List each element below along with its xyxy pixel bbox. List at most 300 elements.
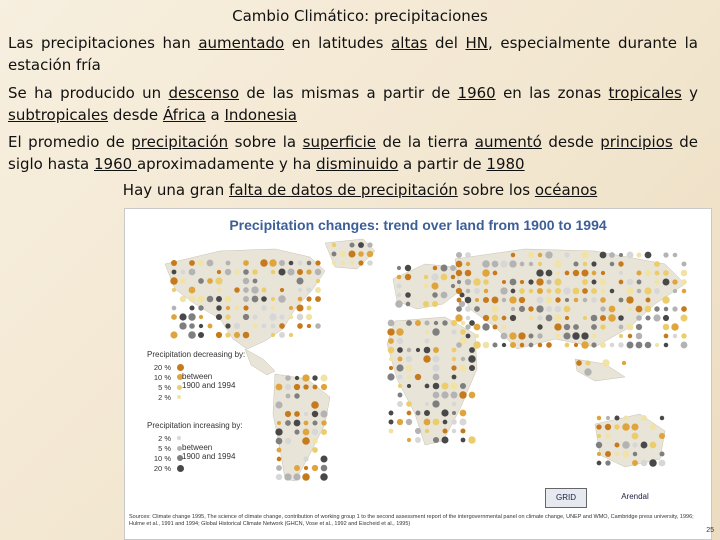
precipitation-dot bbox=[367, 242, 372, 247]
precipitation-dot bbox=[320, 455, 327, 462]
precipitation-dot bbox=[171, 260, 177, 266]
precipitation-dot bbox=[312, 375, 317, 380]
precipitation-dot bbox=[294, 411, 300, 417]
precipitation-dot bbox=[398, 393, 403, 398]
precipitation-dot bbox=[397, 275, 402, 280]
precipitation-dot bbox=[293, 473, 300, 480]
precipitation-dot bbox=[492, 315, 498, 321]
precipitation-dot bbox=[358, 242, 364, 248]
precipitation-dot bbox=[636, 306, 643, 313]
precipitation-dot bbox=[441, 391, 448, 398]
precipitation-dot bbox=[441, 265, 448, 272]
precipitation-dot bbox=[452, 348, 457, 353]
precipitation-dot bbox=[606, 416, 610, 420]
precipitation-dot bbox=[572, 332, 579, 339]
precipitation-dot bbox=[655, 343, 659, 347]
precipitation-dot bbox=[609, 306, 616, 313]
precipitation-dot bbox=[198, 305, 203, 310]
precipitation-dot bbox=[312, 420, 317, 425]
precipitation-dot bbox=[188, 313, 195, 320]
precipitation-dot bbox=[473, 278, 480, 285]
precipitation-dot bbox=[199, 315, 203, 319]
precipitation-dot bbox=[681, 306, 687, 312]
precipitation-dot bbox=[312, 411, 318, 417]
precipitation-dot bbox=[388, 320, 395, 327]
precipitation-dot bbox=[441, 382, 448, 389]
text: Las precipitaciones han bbox=[8, 34, 199, 52]
precipitation-dot bbox=[465, 306, 471, 312]
underlined-term: 1960 bbox=[93, 155, 137, 173]
precipitation-dot bbox=[585, 360, 590, 365]
precipitation-dot bbox=[581, 269, 588, 276]
precipitation-dot bbox=[433, 383, 440, 390]
text: y bbox=[681, 84, 699, 102]
precipitation-dot bbox=[451, 365, 456, 370]
precipitation-dot bbox=[188, 331, 196, 339]
precipitation-dot bbox=[641, 442, 648, 449]
precipitation-dot bbox=[311, 401, 319, 409]
precipitation-dot bbox=[483, 297, 489, 303]
precipitation-dot bbox=[286, 394, 291, 399]
precipitation-dot bbox=[217, 270, 221, 274]
precipitation-dot bbox=[469, 320, 475, 326]
precipitation-dot bbox=[663, 324, 670, 331]
precipitation-dot bbox=[482, 323, 489, 330]
precipitation-dot bbox=[466, 289, 471, 294]
precipitation-dot bbox=[565, 271, 570, 276]
precipitation-dot bbox=[302, 437, 310, 445]
precipitation-dot bbox=[433, 356, 440, 363]
precipitation-dot bbox=[234, 332, 240, 338]
precipitation-dot bbox=[180, 278, 186, 284]
precipitation-dot bbox=[465, 297, 472, 304]
legend-row bbox=[147, 362, 245, 372]
precipitation-dot bbox=[304, 421, 309, 426]
precipitation-dot bbox=[442, 437, 449, 444]
underlined-term: África bbox=[162, 106, 206, 124]
precipitation-dot bbox=[574, 298, 579, 303]
legend-dot bbox=[177, 436, 181, 440]
legend-label: 10 % bbox=[153, 453, 171, 463]
underlined-term: principios bbox=[600, 133, 673, 151]
precipitation-dot bbox=[583, 262, 587, 266]
precipitation-dot bbox=[261, 296, 267, 302]
precipitation-dot bbox=[466, 316, 471, 321]
precipitation-dot bbox=[536, 269, 543, 276]
precipitation-dot bbox=[614, 424, 619, 429]
precipitation-dot bbox=[297, 269, 303, 275]
precipitation-dot bbox=[217, 288, 221, 292]
precipitation-dot bbox=[510, 315, 516, 321]
precipitation-dot bbox=[456, 342, 462, 348]
precipitation-dot bbox=[306, 296, 311, 301]
precipitation-dot bbox=[456, 270, 462, 276]
precipitation-dot bbox=[433, 374, 440, 381]
precipitation-dot bbox=[529, 262, 533, 266]
precipitation-dot bbox=[519, 297, 525, 303]
text: de siglo hasta bbox=[8, 133, 698, 173]
precipitation-dot bbox=[432, 364, 439, 371]
precipitation-dot bbox=[296, 304, 303, 311]
precipitation-dot bbox=[554, 278, 561, 285]
precipitation-dot bbox=[198, 260, 204, 266]
precipitation-dot bbox=[294, 384, 300, 390]
precipitation-dot bbox=[172, 270, 177, 275]
legend-period-line: between bbox=[182, 443, 213, 452]
precipitation-dot bbox=[546, 342, 552, 348]
precipitation-dot bbox=[198, 332, 204, 338]
precipitation-dot bbox=[396, 364, 403, 371]
precipitation-dot bbox=[262, 324, 267, 329]
precipitation-dot bbox=[644, 287, 651, 294]
text: a bbox=[205, 106, 225, 124]
precipitation-dot bbox=[680, 314, 687, 321]
precipitation-dot bbox=[315, 296, 321, 302]
precipitation-dot bbox=[275, 428, 282, 435]
precipitation-dot bbox=[641, 415, 647, 421]
africa bbox=[387, 317, 477, 445]
precipitation-dot bbox=[538, 262, 542, 266]
paragraph-tropical-decrease bbox=[8, 82, 698, 126]
precipitation-dot bbox=[278, 295, 286, 303]
precipitation-dot bbox=[554, 314, 561, 321]
precipitation-dot bbox=[451, 392, 458, 399]
underlined-term: 1960 bbox=[457, 84, 496, 102]
precipitation-dot bbox=[600, 315, 606, 321]
precipitation-dot bbox=[321, 384, 327, 390]
precipitation-dot bbox=[610, 343, 614, 347]
precipitation-dot bbox=[367, 251, 373, 257]
precipitation-dot bbox=[294, 393, 299, 398]
precipitation-dot bbox=[460, 428, 465, 433]
precipitation-dot bbox=[468, 355, 475, 362]
precipitation-dot bbox=[650, 442, 657, 449]
precipitation-dot bbox=[565, 343, 570, 348]
precipitation-dot bbox=[520, 262, 525, 267]
precipitation-dot bbox=[493, 325, 498, 330]
precipitation-dot bbox=[243, 287, 249, 293]
legend-period-line: 1900 and 1994 bbox=[182, 452, 236, 461]
precipitation-dot bbox=[452, 357, 456, 361]
precipitation-dot bbox=[285, 384, 291, 390]
precipitation-dot bbox=[389, 429, 394, 434]
precipitation-dot bbox=[591, 297, 597, 303]
precipitation-dot bbox=[407, 438, 411, 442]
precipitation-dot bbox=[456, 306, 462, 312]
text: en latitudes bbox=[284, 34, 392, 52]
precipitation-dot bbox=[565, 316, 569, 320]
precipitation-dot bbox=[608, 314, 616, 322]
legend-increasing bbox=[147, 421, 243, 473]
precipitation-dot bbox=[225, 269, 231, 275]
precipitation-dot bbox=[528, 333, 533, 338]
precipitation-dot bbox=[216, 305, 222, 311]
precipitation-dot bbox=[628, 307, 632, 311]
precipitation-dot bbox=[341, 261, 345, 265]
precipitation-dot bbox=[502, 316, 507, 321]
precipitation-dot bbox=[398, 384, 402, 388]
precipitation-dot bbox=[623, 451, 630, 458]
precipitation-dot bbox=[469, 347, 475, 353]
precipitation-dot bbox=[663, 279, 670, 286]
precipitation-dot bbox=[303, 456, 308, 461]
precipitation-dot bbox=[332, 243, 336, 247]
text: , especialmente durante la estación fría bbox=[8, 34, 698, 74]
precipitation-dot bbox=[397, 338, 403, 344]
precipitation-dot bbox=[243, 332, 250, 339]
precipitation-dot bbox=[460, 383, 466, 389]
precipitation-dot bbox=[546, 270, 553, 277]
precipitation-dot bbox=[252, 296, 259, 303]
underlined-term: Indonesia bbox=[224, 106, 297, 124]
legend-label: 20 % bbox=[153, 362, 171, 372]
precipitation-dot bbox=[592, 280, 597, 285]
precipitation-dot bbox=[619, 280, 624, 285]
precipitation-dot bbox=[600, 342, 606, 348]
precipitation-dot bbox=[358, 251, 364, 257]
precipitation-dot bbox=[315, 269, 321, 275]
precipitation-dot bbox=[610, 289, 615, 294]
precipitation-dot bbox=[591, 324, 597, 330]
precipitation-dot bbox=[452, 402, 457, 407]
precipitation-dot bbox=[654, 279, 660, 285]
underlined-term: superficie bbox=[302, 133, 376, 151]
precipitation-dot bbox=[208, 324, 213, 329]
precipitation-dot bbox=[628, 334, 632, 338]
precipitation-dot bbox=[460, 329, 466, 335]
underlined-term: falta de datos de precipitación bbox=[229, 181, 458, 199]
precipitation-dot bbox=[637, 271, 642, 276]
precipitation-dot bbox=[271, 297, 275, 301]
precipitation-dot bbox=[563, 332, 570, 339]
precipitation-dot bbox=[289, 315, 293, 319]
precipitation-dot bbox=[321, 420, 326, 425]
precipitation-dot bbox=[529, 316, 534, 321]
precipitation-dot bbox=[536, 296, 543, 303]
precipitation-dot bbox=[197, 295, 204, 302]
precipitation-dot bbox=[425, 429, 429, 433]
precipitation-dot bbox=[234, 269, 239, 274]
precipitation-dot bbox=[654, 288, 660, 294]
precipitation-dot bbox=[235, 306, 240, 311]
precipitation-dot bbox=[636, 324, 642, 330]
precipitation-dot bbox=[555, 297, 560, 302]
precipitation-dot bbox=[172, 288, 176, 292]
precipitation-dot bbox=[592, 334, 597, 339]
precipitation-dot bbox=[509, 296, 516, 303]
precipitation-dot bbox=[226, 306, 230, 310]
precipitation-dot bbox=[349, 242, 354, 247]
precipitation-dot bbox=[279, 314, 284, 319]
map-title: Precipitation changes: trend over land from 1900 to 1994 bbox=[229, 217, 607, 233]
precipitation-dot bbox=[633, 452, 638, 457]
precipitation-dot bbox=[432, 400, 439, 407]
precipitation-dot bbox=[275, 401, 282, 408]
precipitation-dot bbox=[276, 384, 283, 391]
precipitation-dot bbox=[465, 252, 471, 258]
precipitation-dot bbox=[554, 323, 561, 330]
precipitation-dot bbox=[450, 382, 458, 390]
precipitation-dot bbox=[681, 342, 688, 349]
precipitation-dot bbox=[627, 342, 634, 349]
precipitation-dot bbox=[320, 410, 327, 417]
precipitation-dot bbox=[492, 297, 499, 304]
precipitation-dot bbox=[592, 271, 597, 276]
precipitation-dot bbox=[170, 277, 177, 284]
precipitation-dot bbox=[573, 324, 579, 330]
precipitation-dot bbox=[466, 334, 471, 339]
precipitation-dot bbox=[596, 424, 601, 429]
arendal-logo: Arendal bbox=[605, 488, 665, 506]
precipitation-dot bbox=[253, 279, 258, 284]
precipitation-dot bbox=[450, 265, 456, 271]
precipitation-dot bbox=[441, 274, 448, 281]
precipitation-dot bbox=[312, 438, 318, 444]
precipitation-dot bbox=[492, 342, 497, 347]
precipitation-dot bbox=[425, 330, 429, 334]
precipitation-dot bbox=[313, 385, 318, 390]
precipitation-dot bbox=[433, 392, 440, 399]
precipitation-dot bbox=[297, 323, 303, 329]
precipitation-dot bbox=[468, 436, 475, 443]
precipitation-dot bbox=[636, 342, 643, 349]
precipitation-dot bbox=[673, 289, 677, 293]
precipitation-dot bbox=[294, 429, 299, 434]
precipitation-dot bbox=[632, 460, 638, 466]
precipitation-dot bbox=[285, 438, 291, 444]
precipitation-dot bbox=[556, 334, 561, 339]
precipitation-dot bbox=[538, 343, 543, 348]
precipitation-dot bbox=[681, 270, 688, 277]
precipitation-dot bbox=[673, 253, 678, 258]
precipitation-dot bbox=[528, 306, 533, 311]
precipitation-dot bbox=[614, 442, 619, 447]
underlined-term: descenso bbox=[168, 84, 240, 102]
precipitation-dot bbox=[243, 296, 249, 302]
text: desde bbox=[541, 133, 601, 151]
paragraph-ocean-data bbox=[0, 181, 720, 199]
precipitation-dot bbox=[662, 296, 670, 304]
underlined-term: tropicales bbox=[608, 84, 682, 102]
precipitation-dot bbox=[473, 341, 481, 349]
precipitation-dot bbox=[431, 282, 438, 289]
precipitation-dot bbox=[406, 419, 412, 425]
precipitation-dot bbox=[406, 302, 411, 307]
precipitation-dot bbox=[276, 438, 283, 445]
precipitation-dot bbox=[199, 324, 203, 328]
precipitation-dot bbox=[609, 252, 615, 258]
precipitation-dot bbox=[546, 297, 553, 304]
precipitation-dot bbox=[432, 301, 438, 307]
precipitation-dot bbox=[466, 262, 470, 266]
precipitation-dot bbox=[406, 356, 412, 362]
precipitation-dot bbox=[456, 261, 463, 268]
precipitation-dot bbox=[442, 320, 447, 325]
precipitation-dot bbox=[632, 442, 637, 447]
precipitation-dot bbox=[627, 279, 633, 285]
precipitation-dot bbox=[622, 441, 630, 449]
precipitation-dot bbox=[297, 278, 304, 285]
precipitation-dot bbox=[663, 315, 669, 321]
precipitation-dot bbox=[546, 279, 551, 284]
precipitation-dot bbox=[618, 261, 623, 266]
underlined-term: altas bbox=[391, 34, 428, 52]
precipitation-dot bbox=[581, 332, 588, 339]
precipitation-dot bbox=[623, 415, 628, 420]
precipitation-dot bbox=[520, 280, 524, 284]
legend-label: 20 % bbox=[153, 463, 171, 473]
precipitation-dot bbox=[637, 280, 642, 285]
precipitation-dot bbox=[663, 270, 669, 276]
precipitation-dot bbox=[216, 296, 222, 302]
precipitation-dot bbox=[659, 451, 664, 456]
precipitation-dot bbox=[226, 261, 231, 266]
precipitation-dot bbox=[482, 260, 490, 268]
precipitation-dot bbox=[234, 287, 239, 292]
precipitation-dot bbox=[636, 333, 643, 340]
precipitation-dot bbox=[234, 323, 240, 329]
precipitation-dot bbox=[681, 279, 687, 285]
precipitation-dot bbox=[321, 429, 327, 435]
precipitation-dot bbox=[367, 260, 373, 266]
precipitation-dot bbox=[395, 300, 402, 307]
precipitation-dot bbox=[407, 411, 412, 416]
precipitation-dot bbox=[433, 347, 439, 353]
precipitation-dot bbox=[452, 429, 457, 434]
precipitation-dot bbox=[271, 306, 275, 310]
precipitation-dot bbox=[584, 368, 591, 375]
precipitation-dot bbox=[555, 306, 561, 312]
precipitation-dot bbox=[434, 321, 438, 325]
precipitation-dot bbox=[415, 437, 421, 443]
precipitation-dot bbox=[649, 459, 657, 467]
underlined-term: disminuido bbox=[316, 155, 399, 173]
precipitation-dot bbox=[457, 298, 462, 303]
precipitation-dot bbox=[396, 328, 404, 336]
precipitation-dot bbox=[564, 324, 570, 330]
precipitation-dot bbox=[600, 297, 606, 303]
paragraph-land-average bbox=[8, 131, 698, 175]
precipitation-dot bbox=[424, 347, 431, 354]
precipitation-dot bbox=[573, 288, 580, 295]
precipitation-dot bbox=[673, 334, 677, 338]
precipitation-dot bbox=[348, 250, 355, 257]
precipitation-dot bbox=[502, 343, 506, 347]
precipitation-dot bbox=[179, 322, 186, 329]
precipitation-dot bbox=[619, 325, 624, 330]
precipitation-dot bbox=[243, 314, 249, 320]
precipitation-dot bbox=[225, 314, 230, 319]
precipitation-dot bbox=[261, 305, 267, 311]
precipitation-dot bbox=[637, 253, 642, 258]
precipitation-dot bbox=[350, 261, 354, 265]
precipitation-dot bbox=[298, 288, 302, 292]
precipitation-dot bbox=[461, 321, 466, 326]
precipitation-dot bbox=[460, 410, 467, 417]
precipitation-dot bbox=[610, 262, 615, 267]
precipitation-dot bbox=[424, 410, 430, 416]
precipitation-dot bbox=[556, 271, 560, 275]
precipitation-dot bbox=[511, 307, 515, 311]
precipitation-dot bbox=[269, 259, 276, 266]
precipitation-dot bbox=[502, 280, 506, 284]
precipitation-dot bbox=[645, 315, 650, 320]
precipitation-dot bbox=[289, 306, 293, 310]
source-note: Sources: Climate change 1995, The science of climate change, contribution of working group 1 to the second assessment report of the intergovernmental panel on climate change, UNEP and WMO, Cambridge press university, 1996; Hulme et al., 1991 and 1994; Global Historical Climate Network (GHCN, Vose et al., 1992 and Eischeid et al., 1995) bbox=[129, 514, 694, 527]
precipitation-dot bbox=[294, 420, 301, 427]
precipitation-dot bbox=[456, 288, 462, 294]
precipitation-dot bbox=[181, 270, 186, 275]
